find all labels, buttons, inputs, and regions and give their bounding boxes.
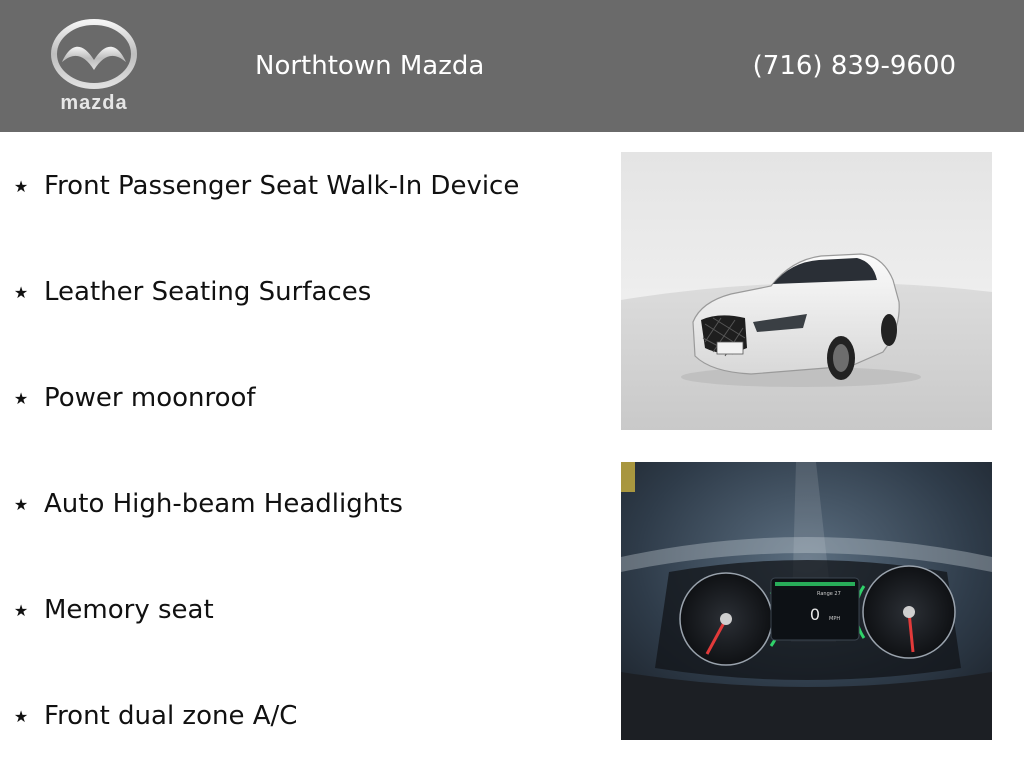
feature-label: Memory seat bbox=[44, 595, 214, 625]
list-item bbox=[10, 272, 371, 312]
feature-label: Power moonroof bbox=[44, 383, 256, 413]
star-icon: ★ bbox=[13, 282, 29, 302]
dealer-header bbox=[0, 0, 1024, 132]
speed-unit: MPH bbox=[829, 616, 841, 622]
dealer-name[interactable]: Northtown Mazda bbox=[255, 51, 485, 81]
feature-label: Auto High-beam Headlights bbox=[44, 489, 403, 519]
mazda-wordmark: mazda bbox=[60, 92, 128, 114]
star-icon: ★ bbox=[13, 494, 29, 514]
instrument-cluster-photo[interactable] bbox=[621, 462, 992, 740]
range-readout: Range 27 bbox=[817, 591, 841, 597]
speed-readout: 0 bbox=[809, 605, 821, 624]
feature-label: Front Passenger Seat Walk-In Device bbox=[44, 171, 520, 201]
mazda-logo[interactable] bbox=[40, 18, 148, 114]
list-item bbox=[10, 166, 519, 206]
star-icon: ★ bbox=[13, 176, 29, 196]
car-exterior-photo[interactable] bbox=[621, 152, 992, 430]
star-icon: ★ bbox=[13, 600, 29, 620]
list-item bbox=[10, 696, 297, 736]
feature-label: Leather Seating Surfaces bbox=[44, 277, 372, 307]
star-icon: ★ bbox=[13, 388, 29, 408]
list-item bbox=[10, 378, 256, 418]
dealer-phone[interactable]: (716) 839-9600 bbox=[752, 51, 956, 81]
feature-label: Front dual zone A/C bbox=[44, 701, 298, 731]
mazda-logo-icon bbox=[40, 18, 148, 90]
list-item bbox=[10, 590, 214, 630]
list-item bbox=[10, 484, 403, 524]
star-icon: ★ bbox=[13, 706, 29, 726]
